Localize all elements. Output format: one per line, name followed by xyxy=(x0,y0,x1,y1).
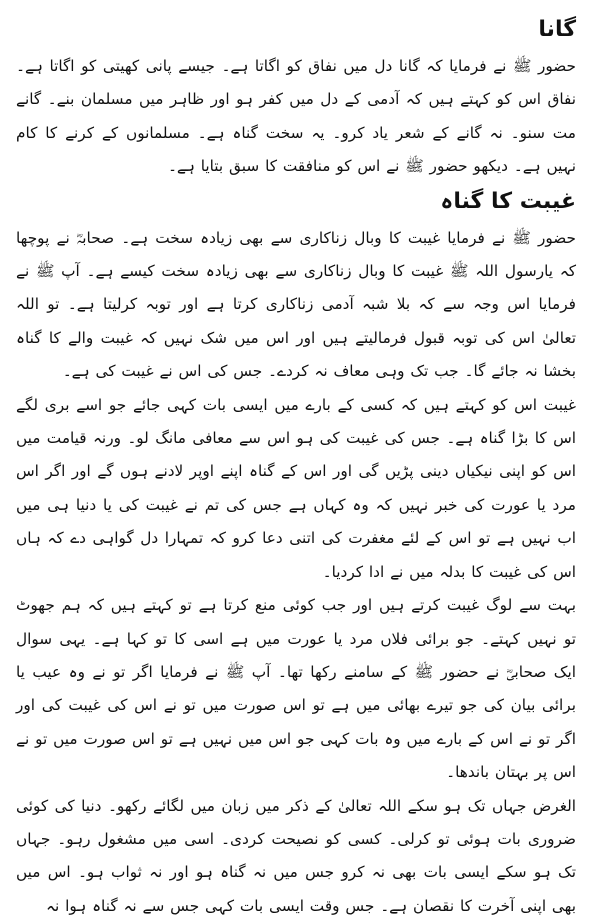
section-heading-singing: گانا xyxy=(538,17,576,42)
paragraph-backbiting-4: الغرض جہاں تک ہو سکے اللہ تعالیٰ کے ذکر میں زبان میں لگائے رکھو۔ دنیا کی کوئی ضروری بات ہوئی تو کرلی۔ کسی کو نصیحت کردی۔ اسی میں مشغول رہو۔ جہاں تک ہو سکے ایسی بات بھی نہ کرو جس میں نہ گناہ ہو اور نہ ثواب ہو۔ اس میں بھی اپنی آخرت کا نقصان ہے۔ جس وقت ایسی بات کہی جس سے نہ گناہ ہوا نہ xyxy=(16,796,576,915)
section-heading-backbiting: غیبت کا گناہ xyxy=(440,188,576,214)
paragraph-backbiting-3: بہت سے لوگ غیبت کرتے ہیں اور جب کوئی منع کرتا ہے تو کہتے ہیں کہ ہم جھوٹ تو نہیں کہتے۔ جو برائی فلاں مرد یا عورت میں ہے اسی کا تو کہا ہے۔ یہی سوال ایک صحابیؓ نے حضور ﷺ کے سامنے رکھا تھا۔ آپ ﷺ نے فرمایا اگر تو نے وہ عیب یا برائی بیان کی جو تیرے بھائی میں ہے تو اس صورت میں تو نے اس کی غیبت کی اور اگر تو نے اس کے بارے میں وہ بات کہی جو اس میں نہیں ہے تو اس صورت میں تو نے اس پر بہتان باندھا۔ xyxy=(16,596,576,782)
paragraph-singing: حضور ﷺ نے فرمایا کہ گانا دل میں نفاق کو اگاتا ہے۔ جیسے پانی کھیتی کو اگاتا ہے۔ نفاق اس کو کہتے ہیں کہ آدمی کے دل میں کفر ہو اور ظاہر میں مسلمان بنے۔ گانے مت سنو۔ نہ گانے کے شعر یاد کرو۔ یہ سخت گناہ ہے۔ مسلمانوں کے کرنے کا کام نہیں ہے۔ دیکھو حضور ﷺ نے اس کو منافقت کا سبق بتایا ہے۔ xyxy=(16,57,576,176)
paragraph-backbiting-2: غیبت اس کو کہتے ہیں کہ کسی کے بارے میں ایسی بات کہی جائے جو اسے بری لگے اس کا بڑا گناہ ہے۔ جس کی غیبت کی ہو اس سے معافی مانگ لو۔ ورنہ قیامت میں اس کو اپنی نیکیاں دینی پڑیں گی اور اس کے گناہ اپنے اوپر لادنے ہوں گے اور اگر اس مرد یا عورت کی خبر نہیں کہ وہ کہاں ہے جس کی تم نے غیبت کی یا دنیا ہی میں اب نہیں ہے تو اس کے لئے مغفرت کی اتنی دعا کرو کہ تمہارا دل گواہی دے کہ ہاں اس کی غیبت کا بدلہ میں نے ادا کردیا۔ xyxy=(16,395,576,581)
paragraph-backbiting-1: حضور ﷺ نے فرمایا غیبت کا وبال زناکاری سے بھی زیادہ سخت ہے۔ صحابہؓ نے پوچھا کہ یارسول اللہ ﷺ غیبت کا وبال زناکاری سے بھی زیادہ سخت کیسے ہے۔ آپ ﷺ نے فرمایا اس وجہ سے کہ بلا شبہ آدمی زناکاری کرتا ہے اور توبہ کرلیتا ہے۔ تو اللہ تعالیٰ اس کی توبہ قبول فرمالیتے ہیں اور اس میں شک نہیں کہ غیبت والے کا گناہ بخشا نہ جائے گا۔ جب تک وہی معاف نہ کردے۔ جس کی اس نے غیبت کی ہے۔ xyxy=(16,228,576,381)
